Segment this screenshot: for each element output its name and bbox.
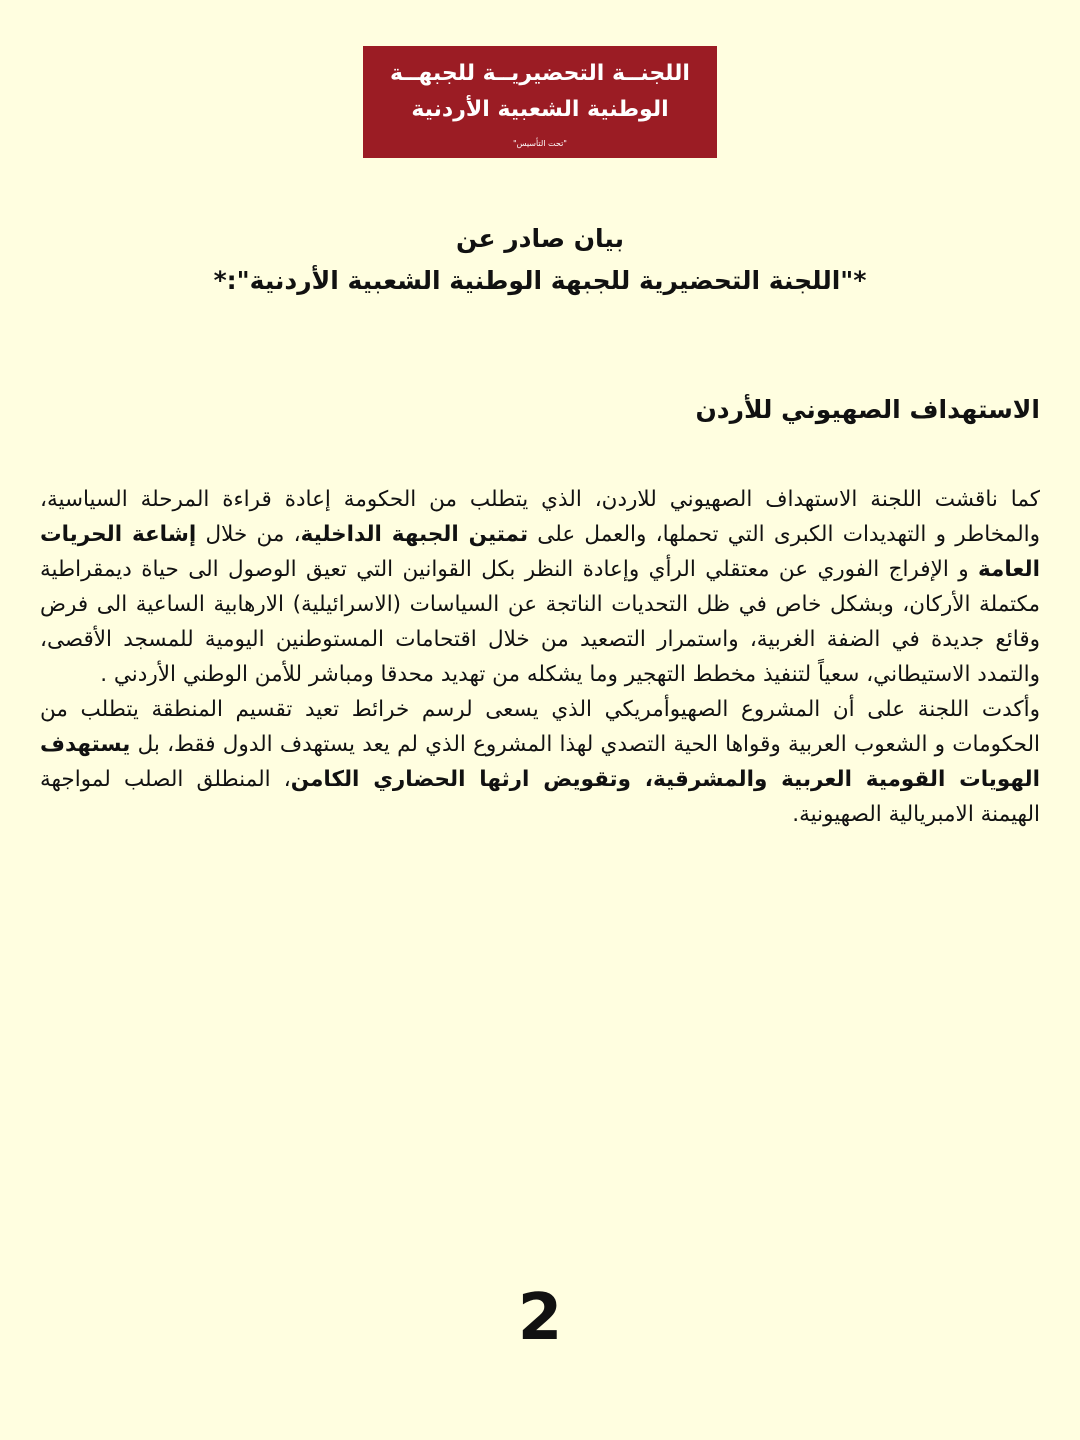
paragraph-2-text: وأكدت اللجنة على أن المشروع الصهيوأمريكي الذي يسعى لرسم خرائط تعيد تقسيم المنطقة يتطلب من الحكومات و الشعوب العربية وقواها الحية التصدي لهذا المشروع الذي لم يعد يستهدف الدول فقط، بل — [40, 697, 1040, 757]
paragraph-2-emphasis: يستهدف الهويات القومية العربية والمشرقية، وتقويض ارثها الحضاري الكامن — [40, 732, 1040, 792]
paragraph-1-emphasis: تمتين الجبهة الداخلية — [300, 522, 529, 547]
paragraph-1-text: و الإفراج الفوري عن معتقلي الرأي وإعادة النظر بكل القوانين التي تعيق الوصول الى حياة ديمقراطية مكتملة الأركان، وبشكل خاص في ظل التحديات الناتجة عن السياسات (الاسرائيلية) الارهابية الساعية الى فرض وقائع جديدة في الضفة الغربية، واستمرار التصعيد من خلال اقتحامات المستوطنين اليومية للمسجد الأقصى، والتمدد الاستيطاني، سعياً لتنفيذ مخطط التهجير وما يشكله من تهديد محدقا ومباشر للأمن الوطني الأردني . — [40, 557, 1040, 687]
logo-subtitle: "تحت التأسيس" — [513, 139, 567, 148]
logo-line-2: الوطنية الشعبية الأردنية — [411, 97, 669, 122]
paragraph-1-text: كما ناقشت اللجنة الاستهداف الصهيوني للاردن، الذي يتطلب من الحكومة إعادة قراءة المرحلة السياسية، والمخاطر و التهديدات الكبرى التي تحملها، والعمل على — [40, 487, 1041, 547]
heading-line-2: *"اللجنة التحضيرية للجبهة الوطنية الشعبية الأردنية":* — [213, 266, 867, 295]
paragraph-2 — [40, 692, 1040, 832]
paragraph-2-text: ، المنطلق الصلب لمواجهة الهيمنة الامبريالية الصهيونية. — [40, 767, 1040, 827]
paragraph-1-emphasis: إشاعة الحريات العامة — [40, 522, 1040, 582]
logo-line-1: اللجنــة التحضيريــة للجبهــة — [390, 61, 690, 86]
section-title: الاستهداف الصهيوني للأردن — [695, 395, 1040, 424]
statement-heading — [40, 218, 1040, 302]
statement-body — [40, 482, 1040, 832]
page-number: 2 — [517, 1281, 563, 1355]
heading-line-1: بيان صادر عن — [455, 224, 625, 253]
paragraph-1 — [40, 482, 1040, 692]
organization-logo — [363, 46, 717, 158]
paragraph-1-text: ، من خلال — [196, 522, 301, 547]
